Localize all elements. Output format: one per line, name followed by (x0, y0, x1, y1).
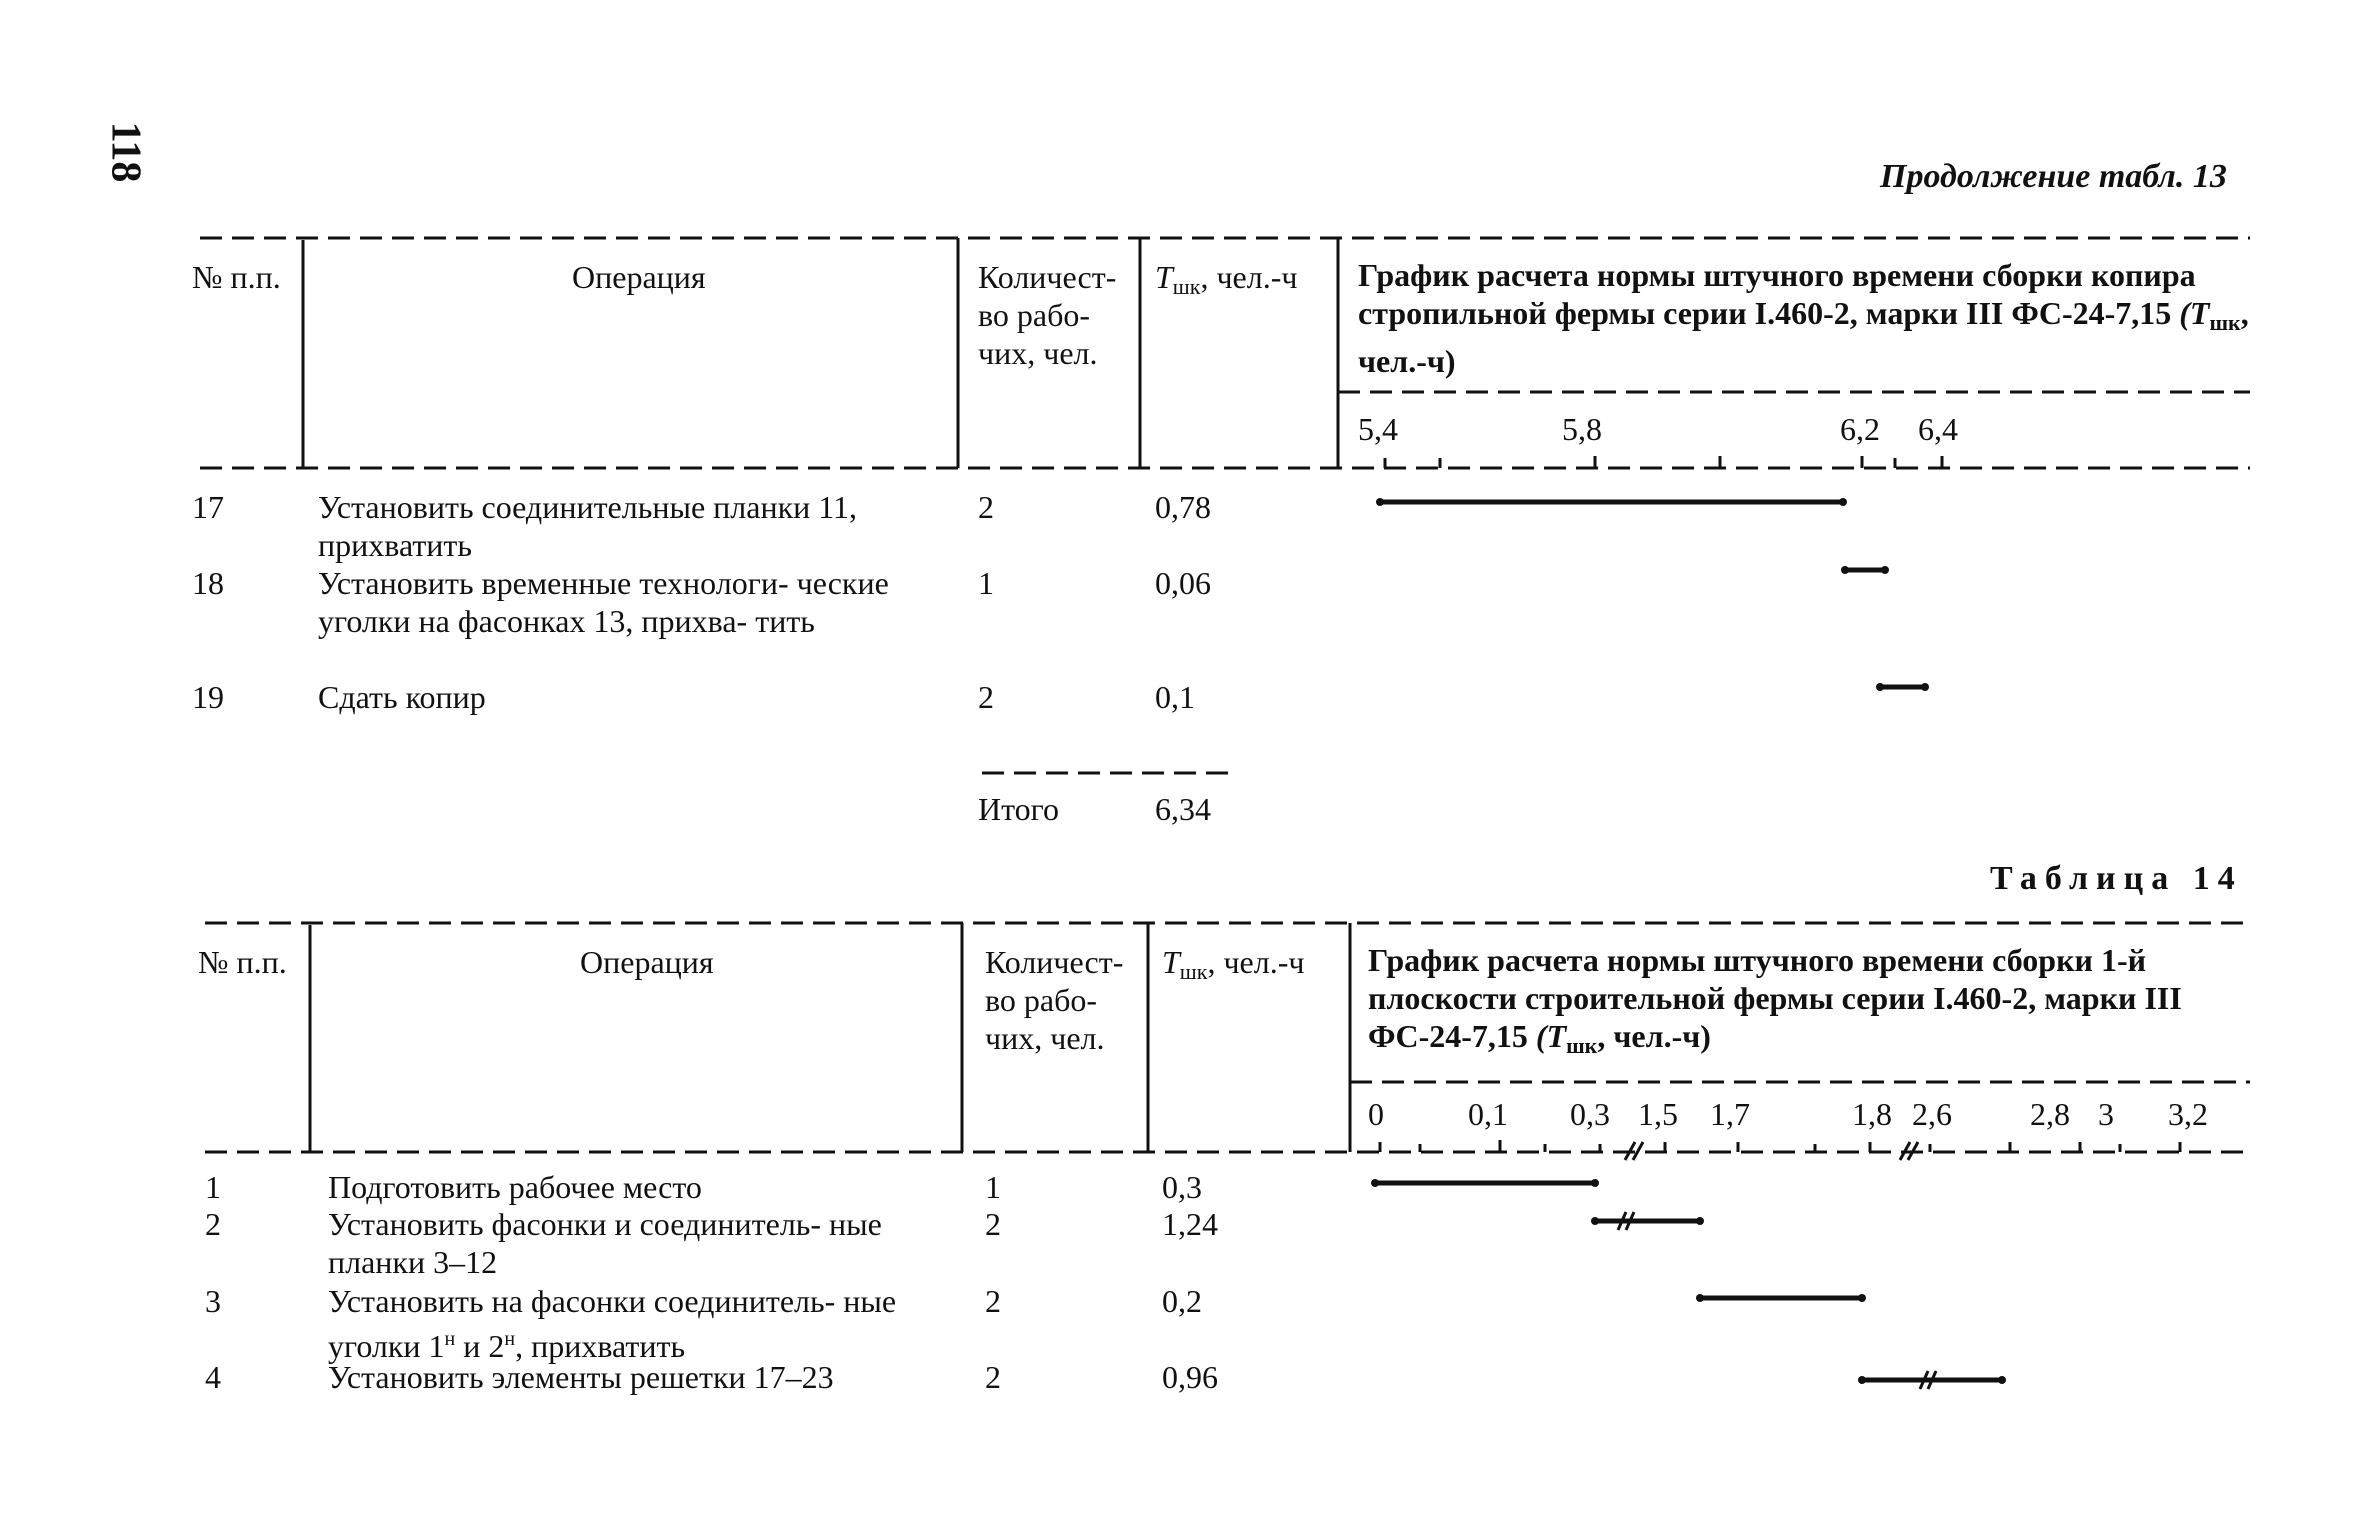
t13-header-operation: Операция (572, 259, 706, 295)
table-row-operation: Подготовить рабочее место (328, 1169, 702, 1205)
table-row-operation: Сдать копир (318, 679, 486, 715)
table-row-workers: 1 (978, 565, 994, 601)
t13-header-time: $T_{шк}$, чел.-ч (1155, 259, 1298, 299)
t14-axis-tick: 2,6 (1912, 1096, 1952, 1132)
t14-axis-tick: 1,8 (1852, 1096, 1892, 1132)
t14-axis-tick: 1,7 (1710, 1096, 1750, 1132)
t14-chart-title: График расчета нормы штучного времени сборки 1-й плоскости строительной фермы серии I.460-2, марки III ФС-24-7,15 ($T_{шк}$, чел.-ч) (1368, 942, 2182, 1058)
table-row-operation: Установить на фасонки соединитель- ные уголки $1^н$ и $2^н$, прихватить (328, 1283, 897, 1364)
table-row-workers: 2 (978, 489, 994, 525)
table-row-num: 17 (192, 489, 224, 525)
t14-header-workers: Количест- во рабо- чих, чел. (985, 944, 1124, 1056)
table-row-num: 4 (205, 1359, 221, 1395)
t13-chart-title: График расчета нормы штучного времени сборки копира стропильной фермы серии I.460-2, марки III ФС-24-7,15 ($T_{шк}$, чел.-ч) (1358, 257, 2249, 379)
t14-axis-tick: 0,3 (1570, 1096, 1610, 1132)
table-row-time: 0,2 (1162, 1283, 1202, 1319)
t13-axis-tick: 6,4 (1918, 411, 1958, 447)
t13-axis-tick: 5,8 (1562, 411, 1602, 447)
t14-header-operation: Операция (580, 944, 714, 980)
page-number: 118 (102, 121, 149, 183)
table-row-num: 3 (205, 1283, 221, 1319)
t14-axis-tick: 0,1 (1468, 1096, 1508, 1132)
t14-header-time: $T_{шк}$, чел.-ч (1162, 944, 1305, 984)
table14-title: Таблица 14 (1990, 860, 2243, 897)
t13-header-num: № п.п. (192, 259, 281, 295)
table-row-operation: Установить соединительные планки 11, прихватить (318, 489, 858, 563)
table-row-workers: 2 (985, 1206, 1001, 1242)
table-row-time: 0,78 (1155, 489, 1211, 525)
t14-axis-tick: 2,8 (2030, 1096, 2070, 1132)
table-row-num: 1 (205, 1169, 221, 1205)
table-row-num: 19 (192, 679, 224, 715)
t14-axis-tick: 1,5 (1638, 1096, 1678, 1132)
table14-gantt (1375, 1183, 2002, 1380)
table-row-time: 1,24 (1162, 1206, 1218, 1242)
t14-header-num: № п.п. (198, 944, 287, 980)
table-row-operation: Установить элементы решетки 17–23 (328, 1359, 834, 1395)
table-row-workers: 2 (985, 1283, 1001, 1319)
continuation-caption: Продолжение табл. 13 (1880, 158, 2227, 195)
table-row-workers: 2 (978, 679, 994, 715)
t14-axis-tick: 3 (2098, 1096, 2114, 1132)
t14-axis-tick: 3,2 (2168, 1096, 2208, 1132)
table-row-workers: 1 (985, 1169, 1001, 1205)
table-row-time: 0,06 (1155, 565, 1211, 601)
table-row-time: 0,1 (1155, 679, 1195, 715)
table-row-operation: Установить фасонки и соединитель- ные планки 3–12 (328, 1206, 882, 1280)
t13-header-workers: Количест- во рабо- чих, чел. (978, 259, 1117, 371)
table-row-num: 18 (192, 565, 224, 601)
table-row-operation: Установить временные технологи- ческие уголки на фасонках 13, прихва- тить (318, 565, 889, 639)
t13-axis-tick: 5,4 (1358, 411, 1398, 447)
total-label: Итого (978, 791, 1059, 827)
table-row-time: 0,3 (1162, 1169, 1202, 1205)
table-row-time: 0,96 (1162, 1359, 1218, 1395)
table-row-num: 2 (205, 1206, 221, 1242)
table-row-workers: 2 (985, 1359, 1001, 1395)
t13-axis-tick: 6,2 (1840, 411, 1880, 447)
total-value: 6,34 (1155, 791, 1211, 827)
t14-axis-tick: 0 (1368, 1096, 1384, 1132)
